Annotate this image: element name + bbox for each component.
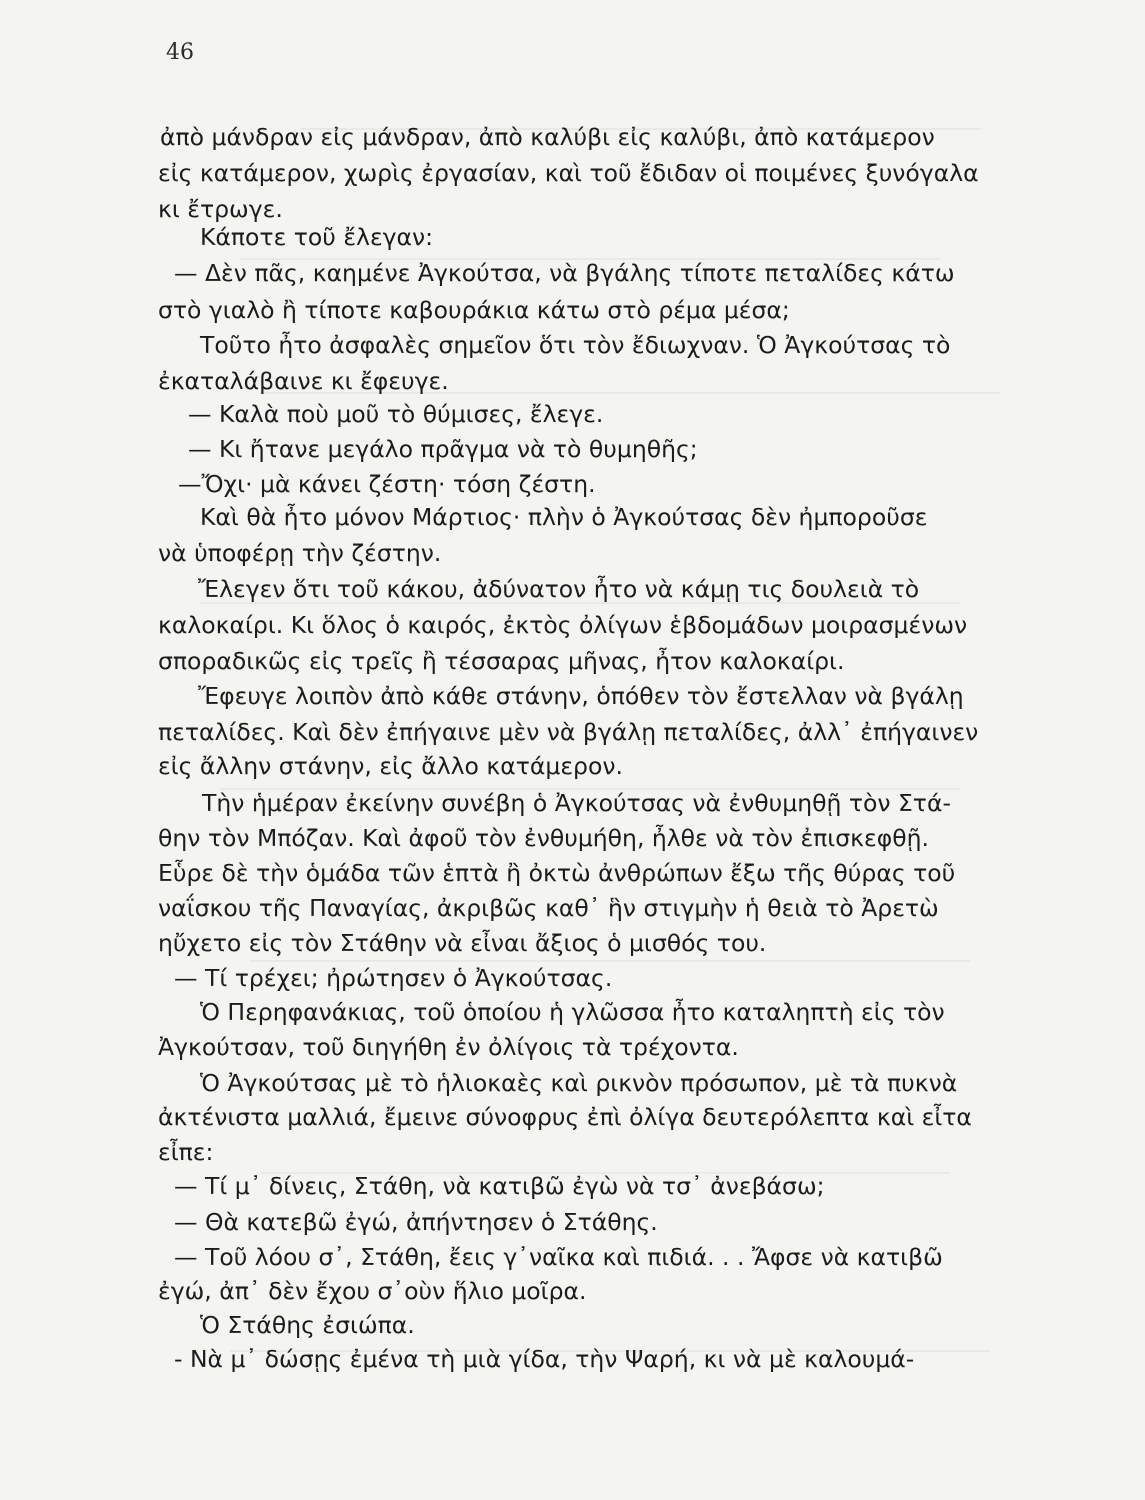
text-line: Καὶ θὰ ἦτο μόνον Μάρτιος· πλὴν ὁ Ἀγκούτσας δὲν ἠμποροῦσε (200, 503, 928, 531)
text-line: ἀπὸ μάνδραν εἰς μάνδραν, ἀπὸ καλύβι εἰς καλύβι, ἀπὸ κατάμερον (160, 123, 935, 151)
page-number: 46 (166, 40, 194, 65)
text-line: εἰς κατάμερον, χωρὶς ἐργασίαν, καὶ τοῦ ἔδιδαν οἱ ποιμένες ξυνόγαλα (158, 159, 979, 187)
text-line: καλοκαίρι. Κι ὅλος ὁ καιρός, ἐκτὸς ὀλίγων ἑβδομάδων μοιρασμένων (158, 611, 968, 639)
text-line: Ἔλεγεν ὅτι τοῦ κάκου, ἀδύνατον ἦτο νὰ κάμῃ τις δουλειὰ τὸ (198, 575, 920, 603)
text-line: Τὴν ἡμέραν ἐκείνην συνέβη ὁ Ἀγκούτσας νὰ ἐνθυμηθῇ τὸν Στά- (202, 789, 951, 817)
text-line: — Καλὰ ποὺ μοῦ τὸ θύμισες, ἔλεγε. (188, 400, 604, 428)
text-line: — Τί μ᾽ δίνεις, Στάθη, νὰ κατιβῶ ἐγὼ νὰ τσ᾽ ἀνεβάσω; (174, 1172, 825, 1200)
text-line: στὸ γιαλὸ ἢ τίποτε καβουράκια κάτω στὸ ρέμα μέσα; (158, 296, 790, 324)
text-line: — Κι ἤτανε μεγάλο πρᾶγμα νὰ τὸ θυμηθῆς; (188, 435, 698, 463)
text-line: Ὁ Ἀγκούτσας μὲ τὸ ἡλιοκαὲς καὶ ρικνὸν πρόσωπον, μὲ τὰ πυκνὰ (200, 1069, 958, 1097)
text-line: κι ἔτρωγε. (158, 195, 283, 223)
text-line: — Τί τρέχει; ἠρώτησεν ὁ Ἀγκούτσας. (174, 964, 613, 992)
text-line: Ἀγκούτσαν, τοῦ διηγήθη ἐν ὀλίγοις τὰ τρέχοντα. (158, 1033, 739, 1061)
text-line: Ἔφευγε λοιπὸν ἀπὸ κάθε στάνην, ὁπόθεν τὸν ἔστελλαν νὰ βγάλῃ (198, 682, 964, 710)
text-line: —Ὄχι· μὰ κάνει ζέστη· τόση ζέστη. (178, 470, 596, 498)
text-line: Ὁ Στάθης ἐσιώπα. (200, 1311, 415, 1339)
text-line: Ὁ Περηφανάκιας, τοῦ ὁποίου ἡ γλῶσσα ἦτο καταληπτὴ εἰς τὸν (200, 998, 945, 1026)
text-line: πεταλίδες. Καὶ δὲν ἐπήγαινε μὲν νὰ βγάλῃ πεταλίδες, ἀλλ᾽ ἐπήγαινεν (158, 718, 979, 746)
text-line: - Νὰ μ᾽ δώσῃς ἐμένα τὴ μιὰ γίδα, τὴν Ψαρή, κι νὰ μὲ καλουμά- (174, 1345, 915, 1373)
text-line: εἶπε: (158, 1138, 214, 1166)
text-line: ηὔχετο εἰς τὸν Στάθην νὰ εἶναι ἄξιος ὁ μισθός του. (158, 929, 767, 957)
text-line: ἐκαταλάβαινε κι ἔφευγε. (158, 367, 449, 395)
text-line: ἀκτένιστα μαλλιά, ἔμεινε σύνοφρυς ἐπὶ ὀλίγα δευτερόλεπτα καὶ εἶτα (158, 1103, 972, 1131)
text-line: ναΐσκου τῆς Παναγίας, ἀκριβῶς καθ᾽ ἣν στιγμὴν ἡ θειὰ τὸ Ἀρετὼ (158, 894, 939, 922)
text-line: νὰ ὑποφέρῃ τὴν ζέστην. (158, 539, 442, 567)
text-line: ἐγώ, ἀπ᾽ δὲν ἔχου σ᾽οὺν ἥλιο μοῖρα. (158, 1277, 587, 1305)
text-line: — Τοῦ λόου σ᾽, Στάθη, ἔεις γ᾽ναῖκα καὶ πιδιά. . . Ἄφσε νὰ κατιβῶ (174, 1243, 943, 1271)
text-line: — Δὲν πᾶς, καημένε Ἀγκούτσα, νὰ βγάλης τίποτε πεταλίδες κάτω (174, 259, 955, 287)
text-line: Τοῦτο ἦτο ἀσφαλὲς σημεῖον ὅτι τὸν ἔδιωχναν. Ὁ Ἀγκούτσας τὸ (200, 331, 951, 359)
text-line: εἰς ἄλλην στάνην, εἰς ἄλλο κατάμερον. (158, 752, 623, 780)
text-line: — Θὰ κατεβῶ ἐγώ, ἀπήντησεν ὁ Στάθης. (174, 1208, 658, 1236)
text-line: Εὗρε δὲ τὴν ὁμάδα τῶν ἑπτὰ ἢ ὀκτὼ ἀνθρώπων ἔξω τῆς θύρας τοῦ (158, 859, 956, 887)
text-line: θην τὸν Μπόζαν. Καὶ ἀφοῦ τὸν ἐνθυμήθη, ἦλθε νὰ τὸν ἐπισκεφθῇ. (158, 824, 929, 852)
text-line: Κάποτε τοῦ ἔλεγαν: (200, 223, 434, 251)
text-line: σποραδικῶς εἰς τρεῖς ἢ τέσσαρας μῆνας, ἦτον καλοκαίρι. (158, 647, 845, 675)
